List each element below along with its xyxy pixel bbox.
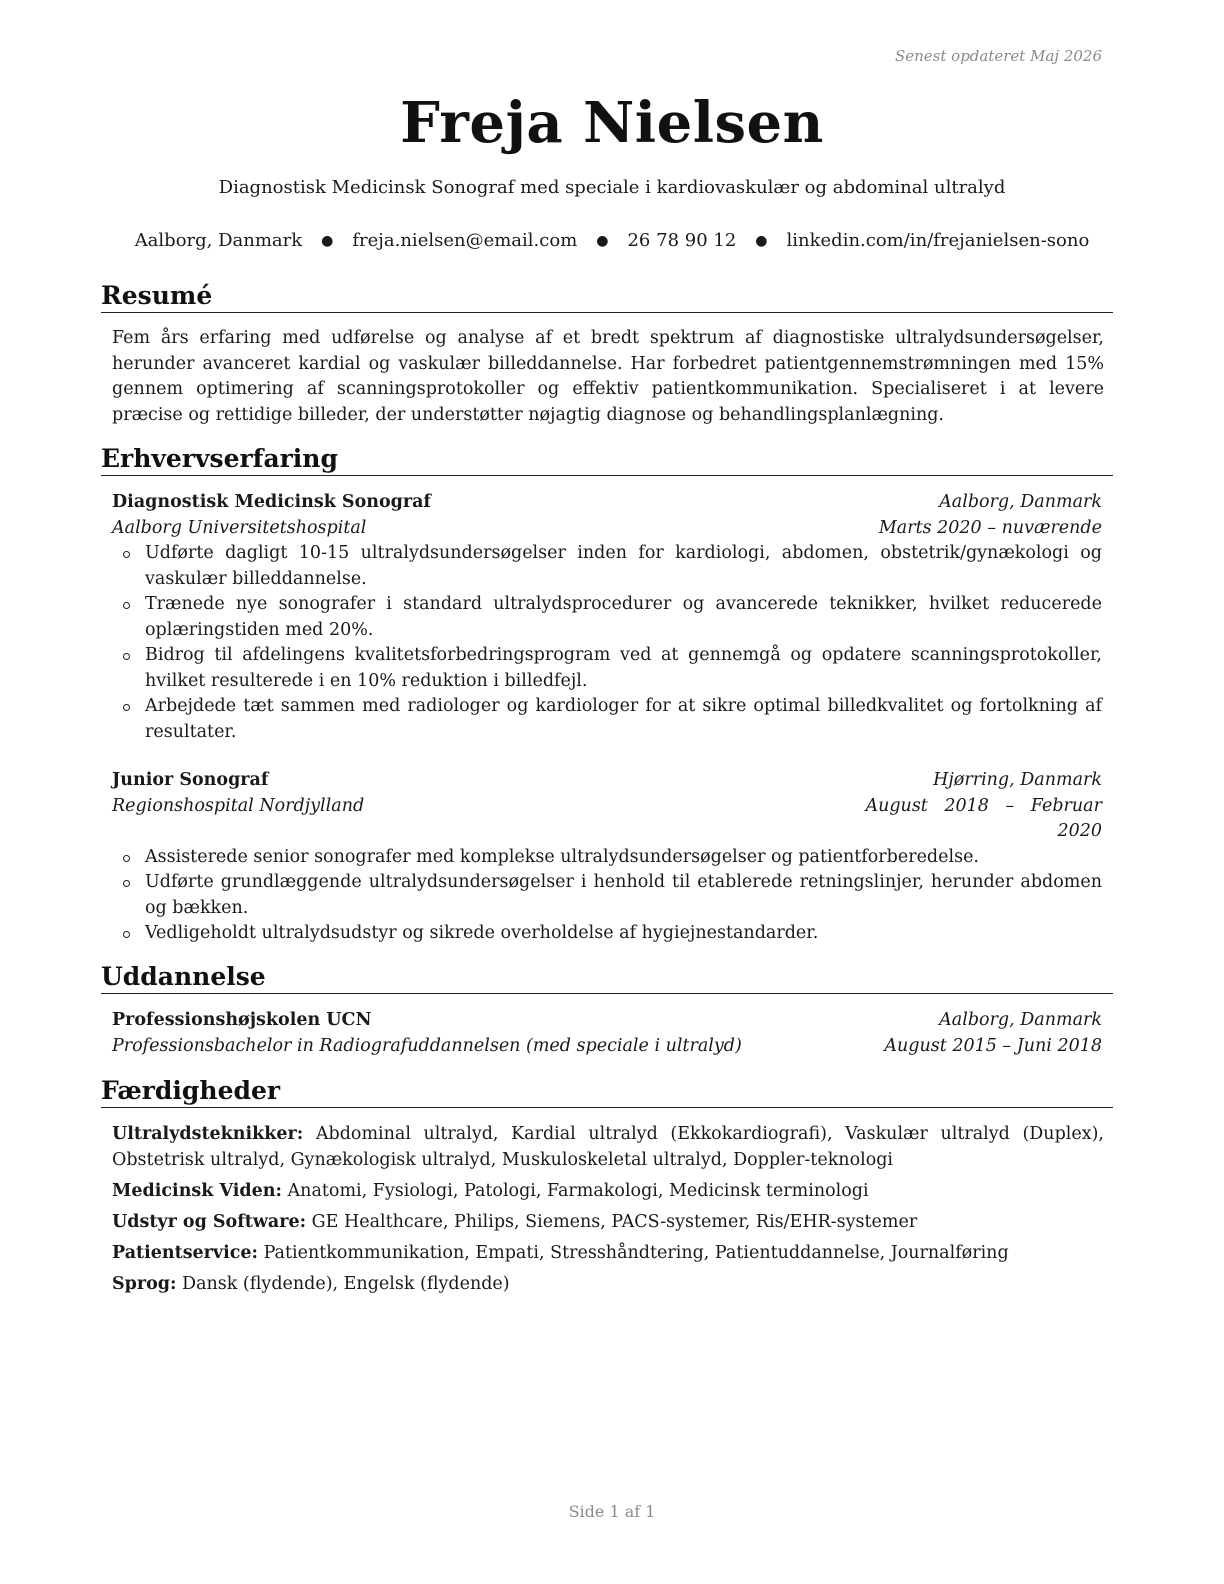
skill-row: Patientservice: Patientkommunikation, Empati, Stresshåndtering, Patientuddannelse, Journalføring (112, 1242, 1009, 1263)
contact-phone: 26 78 90 12 (627, 230, 737, 251)
headline: Diagnostisk Medicinsk Sonograf med speciale i kardiovaskulær og abdominal ultralyd (218, 177, 1006, 198)
contact-line (0, 229, 1224, 253)
job-1-header (112, 490, 1102, 516)
candidate-name: Freja Nielsen (400, 90, 824, 156)
skills-list (112, 1122, 1104, 1303)
job-2-employer: Regionshospital Nordjylland (112, 795, 365, 816)
job-1-employer: Aalborg Universitetshospital (112, 517, 367, 538)
circle-bullet-icon (123, 653, 130, 660)
job-1-dates: Marts 2020 – nuværende (878, 517, 1102, 538)
circle-bullet-icon (123, 602, 130, 609)
circle-bullet-icon (123, 551, 130, 558)
list-item: Arbejdede tæt sammen med radiologer og kardiologer for at sikre optimal billedkvalitet og fortolkning af resultater. (112, 694, 1102, 745)
education-degree: Professionsbachelor in Radiografuddannelsen (med speciale i ultralyd) (112, 1035, 742, 1056)
job-2-dates-line1: August 2018 – Februar (865, 795, 1102, 816)
list-item: Udførte grundlæggende ultralydsundersøgelser i henhold til etablerede retningslinjer, herunder abdomen og bækken. (112, 870, 1102, 921)
circle-bullet-icon (123, 855, 130, 862)
circle-bullet-icon (123, 704, 130, 711)
list-item: Assisterede senior sonografer med komplekse ultralydsundersøgelser og patientforberedelse. (112, 845, 1102, 871)
skill-row: Sprog: Dansk (flydende), Engelsk (flydende) (112, 1273, 510, 1294)
education-subheader (112, 1034, 1102, 1060)
last-updated-label: Senest opdateret Maj 2026 (894, 47, 1102, 65)
job-1-subheader (112, 516, 1102, 542)
circle-bullet-icon (123, 880, 130, 887)
separator-bullet-icon: ● (755, 233, 768, 249)
job-2-dates-line2: 2020 (1057, 821, 1102, 841)
list-item: Trænede nye sonografer i standard ultralydsprocedurer og avancerede teknikker, hvilket reducerede oplæringstiden med 20%. (112, 592, 1102, 643)
contact-location: Aalborg, Danmark (134, 230, 303, 251)
section-title-summary: Resumé (101, 281, 1113, 313)
job-2-subheader (112, 794, 1102, 845)
education-header (112, 1008, 1102, 1034)
job-1-role: Diagnostisk Medicinsk Sonograf (112, 492, 431, 512)
job-2-location: Hjørring, Danmark (933, 770, 1102, 790)
job-1-location: Aalborg, Danmark (939, 492, 1102, 512)
page-number: Side 1 af 1 (568, 1502, 656, 1521)
list-item: Vedligeholdt ultralydsudstyr og sikrede overholdelse af hygiejnestandarder. (112, 921, 1102, 947)
circle-bullet-icon (123, 931, 130, 938)
list-item: Bidrog til afdelingens kvalitetsforbedringsprogram ved at gennemgå og opdatere scanningsprotokoller, hvilket resulterede i en 10% reduktion i billedfejl. (112, 643, 1102, 694)
job-2-header (112, 768, 1102, 794)
section-title-education: Uddannelse (101, 962, 1113, 994)
education-dates: August 2015 – Juni 2018 (884, 1035, 1102, 1056)
job-1-bullets (112, 541, 1102, 745)
skill-row: Ultralydsteknikker: Abdominal ultralyd, Kardial ultralyd (Ekkokardiografi), Vaskulær ultralyd (Duplex), Obstetrisk ultralyd, Gynækologisk ultralyd, Muskuloskeletal ultralyd, Doppler-teknologi (112, 1124, 1104, 1170)
skill-row: Udstyr og Software: GE Healthcare, Philips, Siemens, PACS-systemer, Ris/EHR-systemer (112, 1211, 918, 1232)
job-2-dates (865, 794, 1102, 845)
list-item: Udførte dagligt 10-15 ultralydsundersøgelser inden for kardiologi, abdomen, obstetrik/gynækologi og vaskulær billeddannelse. (112, 541, 1102, 592)
section-title-skills: Færdigheder (101, 1076, 1113, 1108)
education-school: Professionshøjskolen UCN (112, 1010, 372, 1030)
section-title-experience: Erhvervserfaring (101, 444, 1113, 476)
education-location: Aalborg, Danmark (939, 1010, 1102, 1030)
separator-bullet-icon: ● (596, 233, 609, 249)
job-2-bullets (112, 845, 1102, 947)
summary-text: Fem års erfaring med udførelse og analyse af et bredt spektrum af diagnostiske ultralydsundersøgelser, herunder avanceret kardial og vaskulær billeddannelse. Har forbedret patientgennemstrømningen med 15% gennem optimering af scanningsprotokoller og effektiv patientkommunikation. Specialiseret i at levere præcise og rettidige billeder, der understøtter nøjagtig diagnose og behandlingsplanlægning. (112, 328, 1104, 425)
skill-row: Medicinsk Viden: Anatomi, Fysiologi, Patologi, Farmakologi, Medicinsk terminologi (112, 1180, 869, 1201)
job-2-role: Junior Sonograf (112, 770, 269, 790)
contact-email[interactable]: freja.nielsen@email.com (352, 230, 578, 251)
contact-linkedin[interactable]: linkedin.com/in/frejanielsen-sono (786, 230, 1090, 251)
separator-bullet-icon: ● (321, 233, 334, 249)
